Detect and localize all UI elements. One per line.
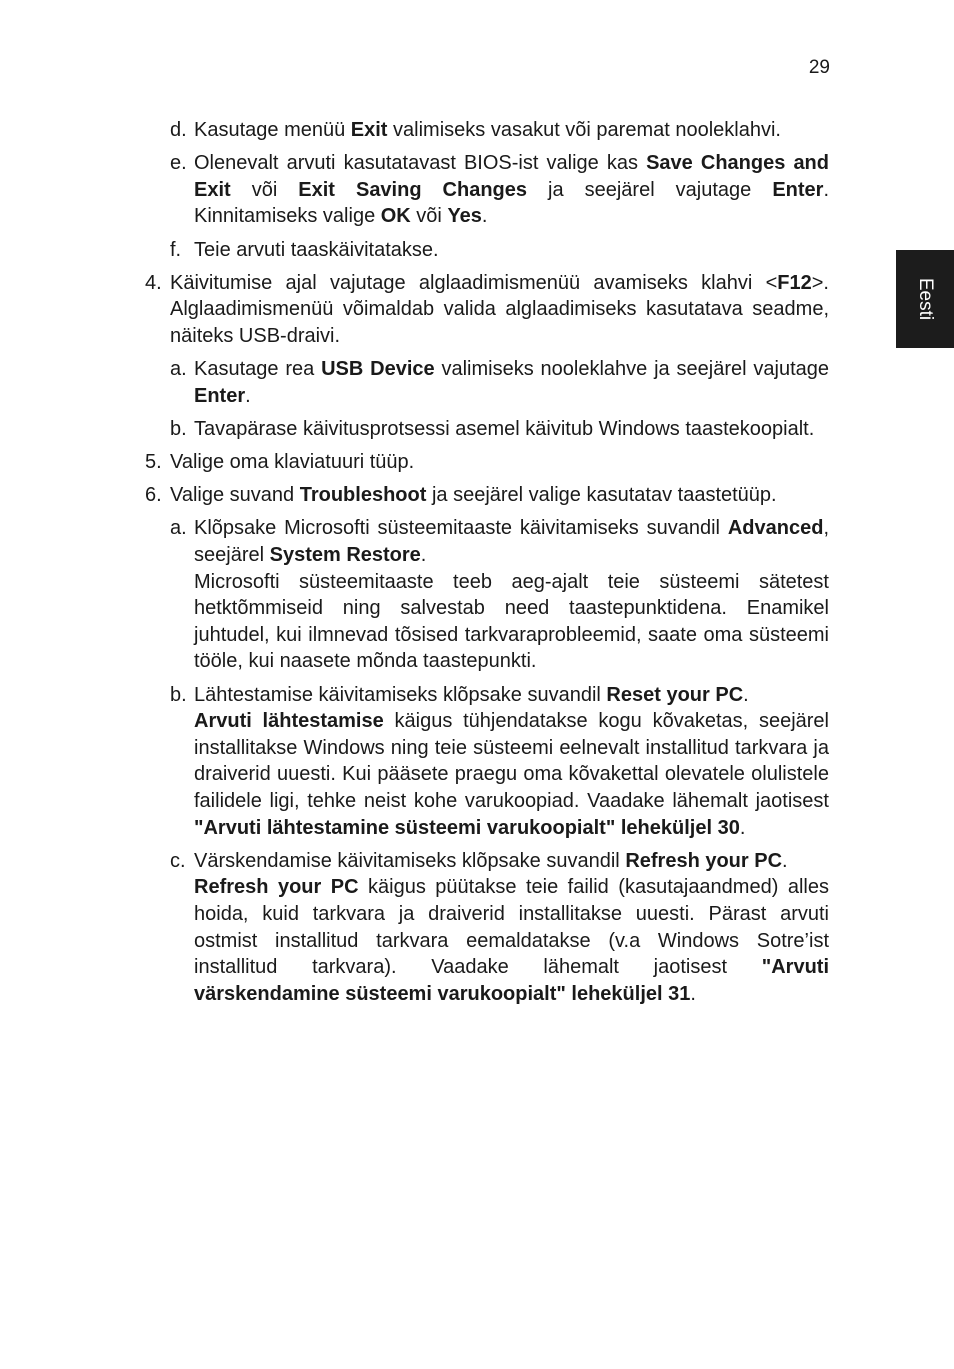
- text-run: valimiseks vasakut või paremat nooleklahvi.: [387, 119, 781, 141]
- text-run: ja seejärel valige kasutatav taastetüüp.: [426, 484, 777, 507]
- list-item-text: [194, 237, 829, 264]
- bold-text-run: Troubleshoot: [299, 484, 427, 507]
- text-run: , seejärel: [194, 517, 829, 567]
- text-run: Lähtestamise käivitamiseks klõpsake suvandil: [194, 683, 607, 706]
- list-marker: e.: [170, 152, 187, 175]
- list-marker: 6.: [145, 484, 162, 507]
- list-marker: a.: [170, 517, 187, 540]
- text-run: .: [739, 816, 746, 839]
- list-item-4b: [170, 416, 829, 443]
- text-run: käigus püütakse teie failid (kasutajaandmed) alles hoida, kuid tarkvara ja draiverid installitakse uuesti. Pärast arvuti ostmist installitud tarkvara eemaldatakse (v.a Windows Sotre’ist installitud tarkvara). Vaadake lähemalt jaotisest: [194, 876, 829, 979]
- list-item-5: [145, 449, 829, 476]
- page-content: [0, 117, 954, 1007]
- list-item-description: [194, 569, 829, 675]
- list-marker: a.: [170, 358, 187, 381]
- list-item-text: [194, 117, 829, 144]
- bold-text-run: Refresh your PC: [194, 876, 359, 899]
- list-item-e: [170, 150, 829, 230]
- text-run: Värskendamise käivitamiseks klõpsake suvandil: [194, 849, 626, 872]
- text-run: käigus tühjendatakse kogu kõvaketas, seejärel installitakse Windows ning teie süsteemi eelnevalt installitud tarkvara ja draiverid uuesti. Kui pääsete praegu oma kõvakettal olevatele olulistele failidele ligi, tehke neist kohe varukoopiad. Vaadake lähemalt jaotisest: [194, 710, 829, 812]
- list-item-f: [170, 237, 829, 264]
- bold-text-run: Arvuti lähtestamise: [194, 710, 384, 733]
- text-run: .: [690, 982, 696, 1005]
- list-item-description: [194, 708, 829, 841]
- list-marker: 5.: [145, 451, 162, 474]
- text-run: .: [481, 205, 488, 228]
- text-run: Klõpsake Microsofti süsteemitaaste käivitamiseks suvandil: [194, 517, 728, 540]
- text-run: või: [230, 178, 299, 201]
- list-item-text: [194, 356, 829, 409]
- list-item-6c: [170, 848, 829, 1008]
- bold-text-run: "Arvuti värskendamine süsteemi varukoopialt" leheküljel 31: [194, 956, 829, 1005]
- page-number: 29: [808, 57, 830, 78]
- list-item-text: [194, 416, 829, 443]
- language-tab-label: Eesti: [915, 277, 936, 321]
- text-run: või: [410, 205, 448, 228]
- bold-text-run: Enter: [772, 178, 824, 201]
- bold-text-run: Exit Saving Changes: [298, 178, 528, 201]
- text-run: >. Alglaadimismenüü võimaldab valida alglaadimiseks kasutatava seadme, näiteks USB-draivi.: [170, 271, 829, 347]
- text-run: Käivitumise ajal vajutage alglaadimismenüü avamiseks klahvi <: [170, 271, 778, 294]
- text-run: . Kinnitamiseks valige: [194, 178, 829, 228]
- text-run: .: [782, 849, 788, 872]
- text-run: Olenevalt arvuti kasutatavast BIOS-ist valige kas: [194, 152, 647, 175]
- list-marker: b.: [170, 417, 187, 440]
- bold-text-run: F12: [777, 271, 812, 294]
- bold-text-run: Enter: [194, 384, 246, 407]
- list-item-text: [170, 482, 829, 509]
- list-item-description: [194, 874, 829, 1007]
- bold-text-run: Save Changes and Exit: [194, 152, 829, 201]
- bold-text-run: Yes: [447, 205, 482, 228]
- text-run: .: [743, 683, 749, 706]
- list-marker: f.: [170, 238, 182, 261]
- list-item-6a: [170, 515, 829, 675]
- list-item-6: [145, 482, 829, 509]
- bold-text-run: "Arvuti lähtestamine süsteemi varukoopialt" leheküljel 30: [194, 816, 740, 839]
- list-item-text: [194, 515, 829, 568]
- list-item-6b: [170, 682, 829, 842]
- text-run: ja seejärel vajutage: [527, 178, 773, 201]
- list-item-text: [194, 150, 829, 230]
- text-run: .: [245, 384, 251, 407]
- text-run: Teie arvuti taaskäivitatakse.: [194, 238, 439, 261]
- list-item-text: [194, 682, 829, 709]
- bold-text-run: Refresh your PC: [625, 849, 783, 872]
- text-run: Kasutage rea: [194, 358, 322, 381]
- bold-text-run: Advanced: [727, 517, 824, 540]
- list-marker: c.: [170, 849, 186, 872]
- text-run: Valige suvand: [170, 484, 300, 507]
- list-marker: d.: [170, 119, 187, 141]
- list-item-d: [170, 117, 829, 144]
- bold-text-run: Exit: [350, 119, 388, 141]
- list-item-4a: [170, 356, 829, 409]
- list-marker: b.: [170, 683, 187, 706]
- bold-text-run: USB Device: [321, 358, 435, 381]
- list-item-text: [170, 449, 829, 476]
- list-item-4: [145, 270, 829, 350]
- bold-text-run: System Restore: [269, 544, 421, 567]
- list-item-text: [194, 848, 829, 875]
- bold-text-run: Reset your PC: [606, 683, 744, 706]
- text-run: Tavapärase käivitusprotsessi asemel käivitub Windows taastekoopialt.: [194, 417, 815, 440]
- list-item-text: [170, 270, 829, 350]
- list-marker: 4.: [145, 271, 162, 294]
- text-run: valimiseks nooleklahve ja seejärel vajutage: [434, 358, 829, 381]
- text-run: Kasutage menüü: [194, 119, 351, 141]
- bold-text-run: OK: [380, 205, 411, 228]
- text-run: Microsofti süsteemitaaste teeb aeg-ajalt teie süsteemi sätetest hetktõmmiseid ning salvestab need taastepunktidena. Enamikel juhtudel, kui ilmnevad tõsised tarkvaraprobleemid, saate oma süsteemi tööle, kui naasete mõnda taastepunkti.: [194, 570, 829, 673]
- text-run: .: [420, 544, 427, 567]
- text-run: Valige oma klaviatuuri tüüp.: [170, 451, 415, 474]
